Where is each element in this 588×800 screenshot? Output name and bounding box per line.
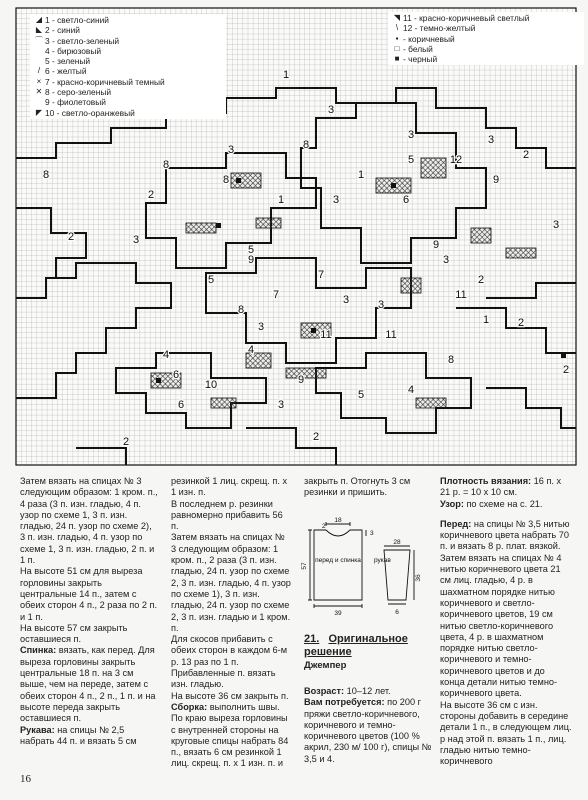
legend-symbol-icon: □: [394, 43, 400, 53]
paragraph: Рукава: на спицы № 2,5 набрать 44 п. и вязать 5 см: [20, 724, 137, 746]
paragraph: Затем вязать на спицах № 3 следующим образом: 1 кром. п., 2 раза (3 п. изн. гладью, 24 п. узор по схеме 2, 3 п. изн. гладью, 4 п. узор по схеме 1), 3 п. изн. гладью, 24 п. узор по схеме 2, 3 п. изн. гладью и 1 кром. п.: [171, 532, 291, 633]
legend-label: 8 - серо-зеленый: [45, 87, 112, 98]
legend-label: 12 - темно-желтый: [403, 23, 476, 34]
legend-symbol-icon: ▪: [395, 33, 399, 43]
legend-symbol-icon: ◥: [393, 13, 401, 22]
chart-color-number: 3: [132, 234, 140, 246]
chart-color-number: 5: [207, 274, 215, 286]
garment-schema: [302, 516, 428, 626]
chart-color-number: 3: [277, 399, 285, 411]
legend-symbol-icon: ×: [36, 76, 42, 86]
chart-color-number: 3: [552, 219, 560, 231]
chart-color-number: 3: [487, 134, 495, 146]
chart-color-number: 9: [492, 174, 500, 186]
legend-label: 11 - красно-коричневый светлый: [403, 13, 530, 23]
chart-color-number: 6: [177, 399, 185, 411]
chart-color-number: 12: [449, 154, 463, 166]
legend-label: 3 - светло-зеленый: [45, 35, 120, 46]
legend-symbol-icon: ✕: [35, 87, 43, 97]
paragraph: На высоте 36 см закрыть п.: [171, 690, 289, 701]
text-column-1: [20, 476, 158, 747]
paragraph: На высоте 51 см для выреза горловины закрыть центральные 14 п., затем с обеих сторон 4 п., 2 раза по 2 п. и 1 п.: [20, 566, 158, 622]
chart-color-number: 3: [407, 129, 415, 141]
chart-color-number: 2: [122, 436, 130, 448]
chart-color-number: 4: [247, 344, 255, 356]
dim-cuff: 6: [395, 609, 399, 616]
paragraph: На высоте 36 см с изн. стороны добавить в середине детали 1 п., в следующем лиц. р над этой п. вязать 1 п., лиц. гладью нитью темно-коричневого: [440, 699, 572, 767]
chart-color-number: 3: [227, 144, 235, 156]
chart-color-number: 6: [402, 194, 410, 206]
chart-color-number: 2: [517, 317, 525, 329]
chart-color-number: 2: [562, 364, 570, 376]
dim-neck: 18: [334, 517, 342, 524]
legend-symbol-icon: ■: [394, 54, 400, 64]
label-sleeve: рукав: [374, 557, 391, 564]
chart-color-number: 9: [432, 239, 440, 251]
chart-color-number: 5: [357, 389, 365, 401]
chart-color-number: 1: [482, 314, 490, 326]
chart-color-number: 3: [327, 104, 335, 116]
legend-item: [391, 34, 581, 44]
chart-color-number: 2: [522, 149, 530, 161]
dim-height: 57: [301, 562, 308, 570]
label-front-back: перед и спинка: [315, 557, 361, 564]
legend-item: [391, 23, 581, 33]
chart-color-number: 7: [272, 289, 280, 301]
text-column-3: [304, 476, 414, 499]
legend-item: [33, 36, 223, 46]
paragraph: Узор: по схеме на с. 21.: [440, 498, 543, 509]
chart-color-number: 1: [277, 194, 285, 206]
paragraph: закрыть п. Отогнуть 3 см резинки и пришить.: [304, 476, 411, 498]
legend-label: - белый: [403, 43, 433, 54]
legend-item: [391, 13, 581, 23]
legend-item: [33, 46, 223, 56]
chart-color-number: 3: [332, 194, 340, 206]
page-number: 16: [20, 773, 31, 785]
legend-right: [388, 12, 584, 65]
chart-color-number: 3: [377, 299, 385, 311]
legend-label: 10 - светло-оранжевый: [45, 107, 135, 118]
chart-color-number: 5: [407, 154, 415, 166]
legend-label: - черный: [403, 54, 438, 65]
legend-symbol-icon: /: [37, 66, 41, 76]
paragraph: резинкой 1 лиц. скрещ. п. х 1 изн. п.: [171, 476, 288, 498]
chart-color-number: 8: [162, 159, 170, 171]
text-column-2: [171, 476, 291, 770]
chart-color-number: 7: [317, 269, 325, 281]
dim-neck-depth: 3: [370, 530, 374, 537]
legend-label: 9 - фиолетовый: [45, 97, 106, 108]
chart-color-number: 3: [257, 321, 265, 333]
paragraph: Сборка: выполнить швы. По краю выреза горловины с внутренней стороны на круговые спицы набрать 84 п., вязать 6 см резинкой 1 лиц. скрещ. п. х 1 изн. п. и: [171, 701, 289, 769]
chart-color-number: 1: [282, 69, 290, 81]
legend-label: 2 - синий: [45, 25, 80, 36]
chart-color-number: 8: [42, 169, 50, 181]
chart-color-number: 3: [442, 254, 450, 266]
chart-color-number: 11: [455, 289, 467, 301]
chart-color-number: 10: [204, 379, 218, 391]
paragraph: Спинка: вязать, как перед. Для выреза горловины закрыть центральные 18 п. на 3 см выше, чем на переде, затем с обеих сторон 4 п., 2 п., 1 п. и на высоте переда закрыть оставшиеся п.: [20, 645, 156, 724]
dim-width: 39: [334, 610, 342, 617]
legend-item: [391, 54, 581, 64]
paragraph: Возраст: 10–12 лет.: [304, 686, 391, 696]
text-column-4: [440, 476, 572, 767]
dim-sleeve-top: 28: [393, 539, 401, 546]
legend-item: [33, 25, 223, 35]
chart-color-number: 4: [162, 349, 170, 361]
legend-label: 5 - зеленый: [45, 56, 91, 67]
model-title: 21. Оригинальное решение: [304, 633, 408, 658]
chart-color-number: 5: [247, 244, 255, 256]
chart-color-number: 2: [477, 274, 485, 286]
paragraph: Вам потребуется: по 200 г пряжи светло-коричневого, коричневого и темно-коричневого цветов (100 % акрил, 230 м/ 100 г), спицы № 3,5 и 4.: [304, 697, 432, 764]
legend-item: [33, 15, 223, 25]
chart-color-number: 9: [297, 374, 305, 386]
legend-symbol-icon: ◣: [35, 25, 43, 35]
chart-color-number: 2: [312, 431, 320, 443]
paragraph: На высоте 57 см закрыть оставшиеся п.: [20, 622, 128, 645]
text-column-3b: [304, 686, 432, 765]
chart-color-number: 1: [357, 169, 365, 181]
paragraph: Для скосов прибавить с обеих сторон в каждом 6-м р. 13 раз по 1 п. Прибавленные п. вязать изн. гладью.: [171, 634, 288, 690]
chart-color-number: 8: [222, 174, 230, 186]
legend-label: 7 - красно-коричневый темный: [45, 76, 165, 87]
paragraph: Перед: на спицы № 3,5 нитью коричневого цвета набрать 70 п. и вязать 8 р. плат. вязкой.: [440, 518, 570, 552]
chart-color-number: 2: [147, 189, 155, 201]
legend-left: [30, 14, 226, 119]
legend-label: 6 - желтый: [45, 66, 87, 77]
legend-item: [33, 87, 223, 97]
legend-item: [33, 56, 223, 66]
chart-color-number: 8: [237, 304, 245, 316]
paragraph: Плотность вязания: 16 п. х 21 р. = 10 х 10 см.: [440, 476, 562, 498]
chart-color-number: 4: [407, 384, 415, 396]
legend-label: - коричневый: [403, 33, 455, 44]
legend-item: [33, 97, 223, 107]
legend-symbol-icon: ◤: [35, 107, 43, 117]
dim-sleeve-length: 36: [415, 574, 422, 582]
dim-shoulder: 2: [322, 523, 326, 530]
paragraph: В последнем р. резинки равномерно прибавить 56 п.: [171, 498, 283, 532]
chart-color-number: 9: [247, 254, 255, 266]
chart-color-number: 11: [320, 329, 332, 341]
paragraph: Затем вязать на спицах № 3 следующим образом: 1 кром. п., 4 раза (3 п. изн. гладью, 4 п. узор по схеме 1, 3 п. изн. гладью, 24 п. узор по схеме 2), 3 п. изн. гладью, 4 п. узор по схеме 1, 3 п. изн. гладью, 2 п. и 1 п.: [20, 476, 158, 566]
chart-color-number: 2: [67, 231, 75, 243]
legend-item: [33, 108, 223, 118]
legend-symbol-icon: ⌒: [35, 35, 43, 45]
legend-item: [33, 66, 223, 76]
legend-label: 1 - светло-синий: [45, 15, 109, 25]
chart-color-number: 8: [447, 354, 455, 366]
chart-color-number: 6: [172, 369, 180, 381]
legend-item: [33, 77, 223, 87]
chart-color-number: 3: [342, 294, 350, 306]
model-subtitle: Джемпер: [304, 660, 347, 671]
legend-label: 4 - бирюзовый: [45, 45, 102, 56]
legend-item: [391, 44, 581, 54]
paragraph: Затем вязать на спицах № 4 нитью коричневого цвета 21 см лиц. гладью, 4 р. в шахматном порядке нитью коричневого и светло-коричневого цветов, 19 см нитью светло-коричневого цвета, 4 р. в шахматном порядке нитью светло-коричневого и темно-коричневого цветов и до конца детали нитью темно-коричневого цвета.: [440, 552, 562, 699]
chart-color-number: 8: [302, 139, 310, 151]
legend-symbol-icon: \: [395, 23, 399, 33]
chart-color-number: 11: [385, 329, 397, 341]
legend-symbol-icon: ◢: [35, 15, 43, 24]
